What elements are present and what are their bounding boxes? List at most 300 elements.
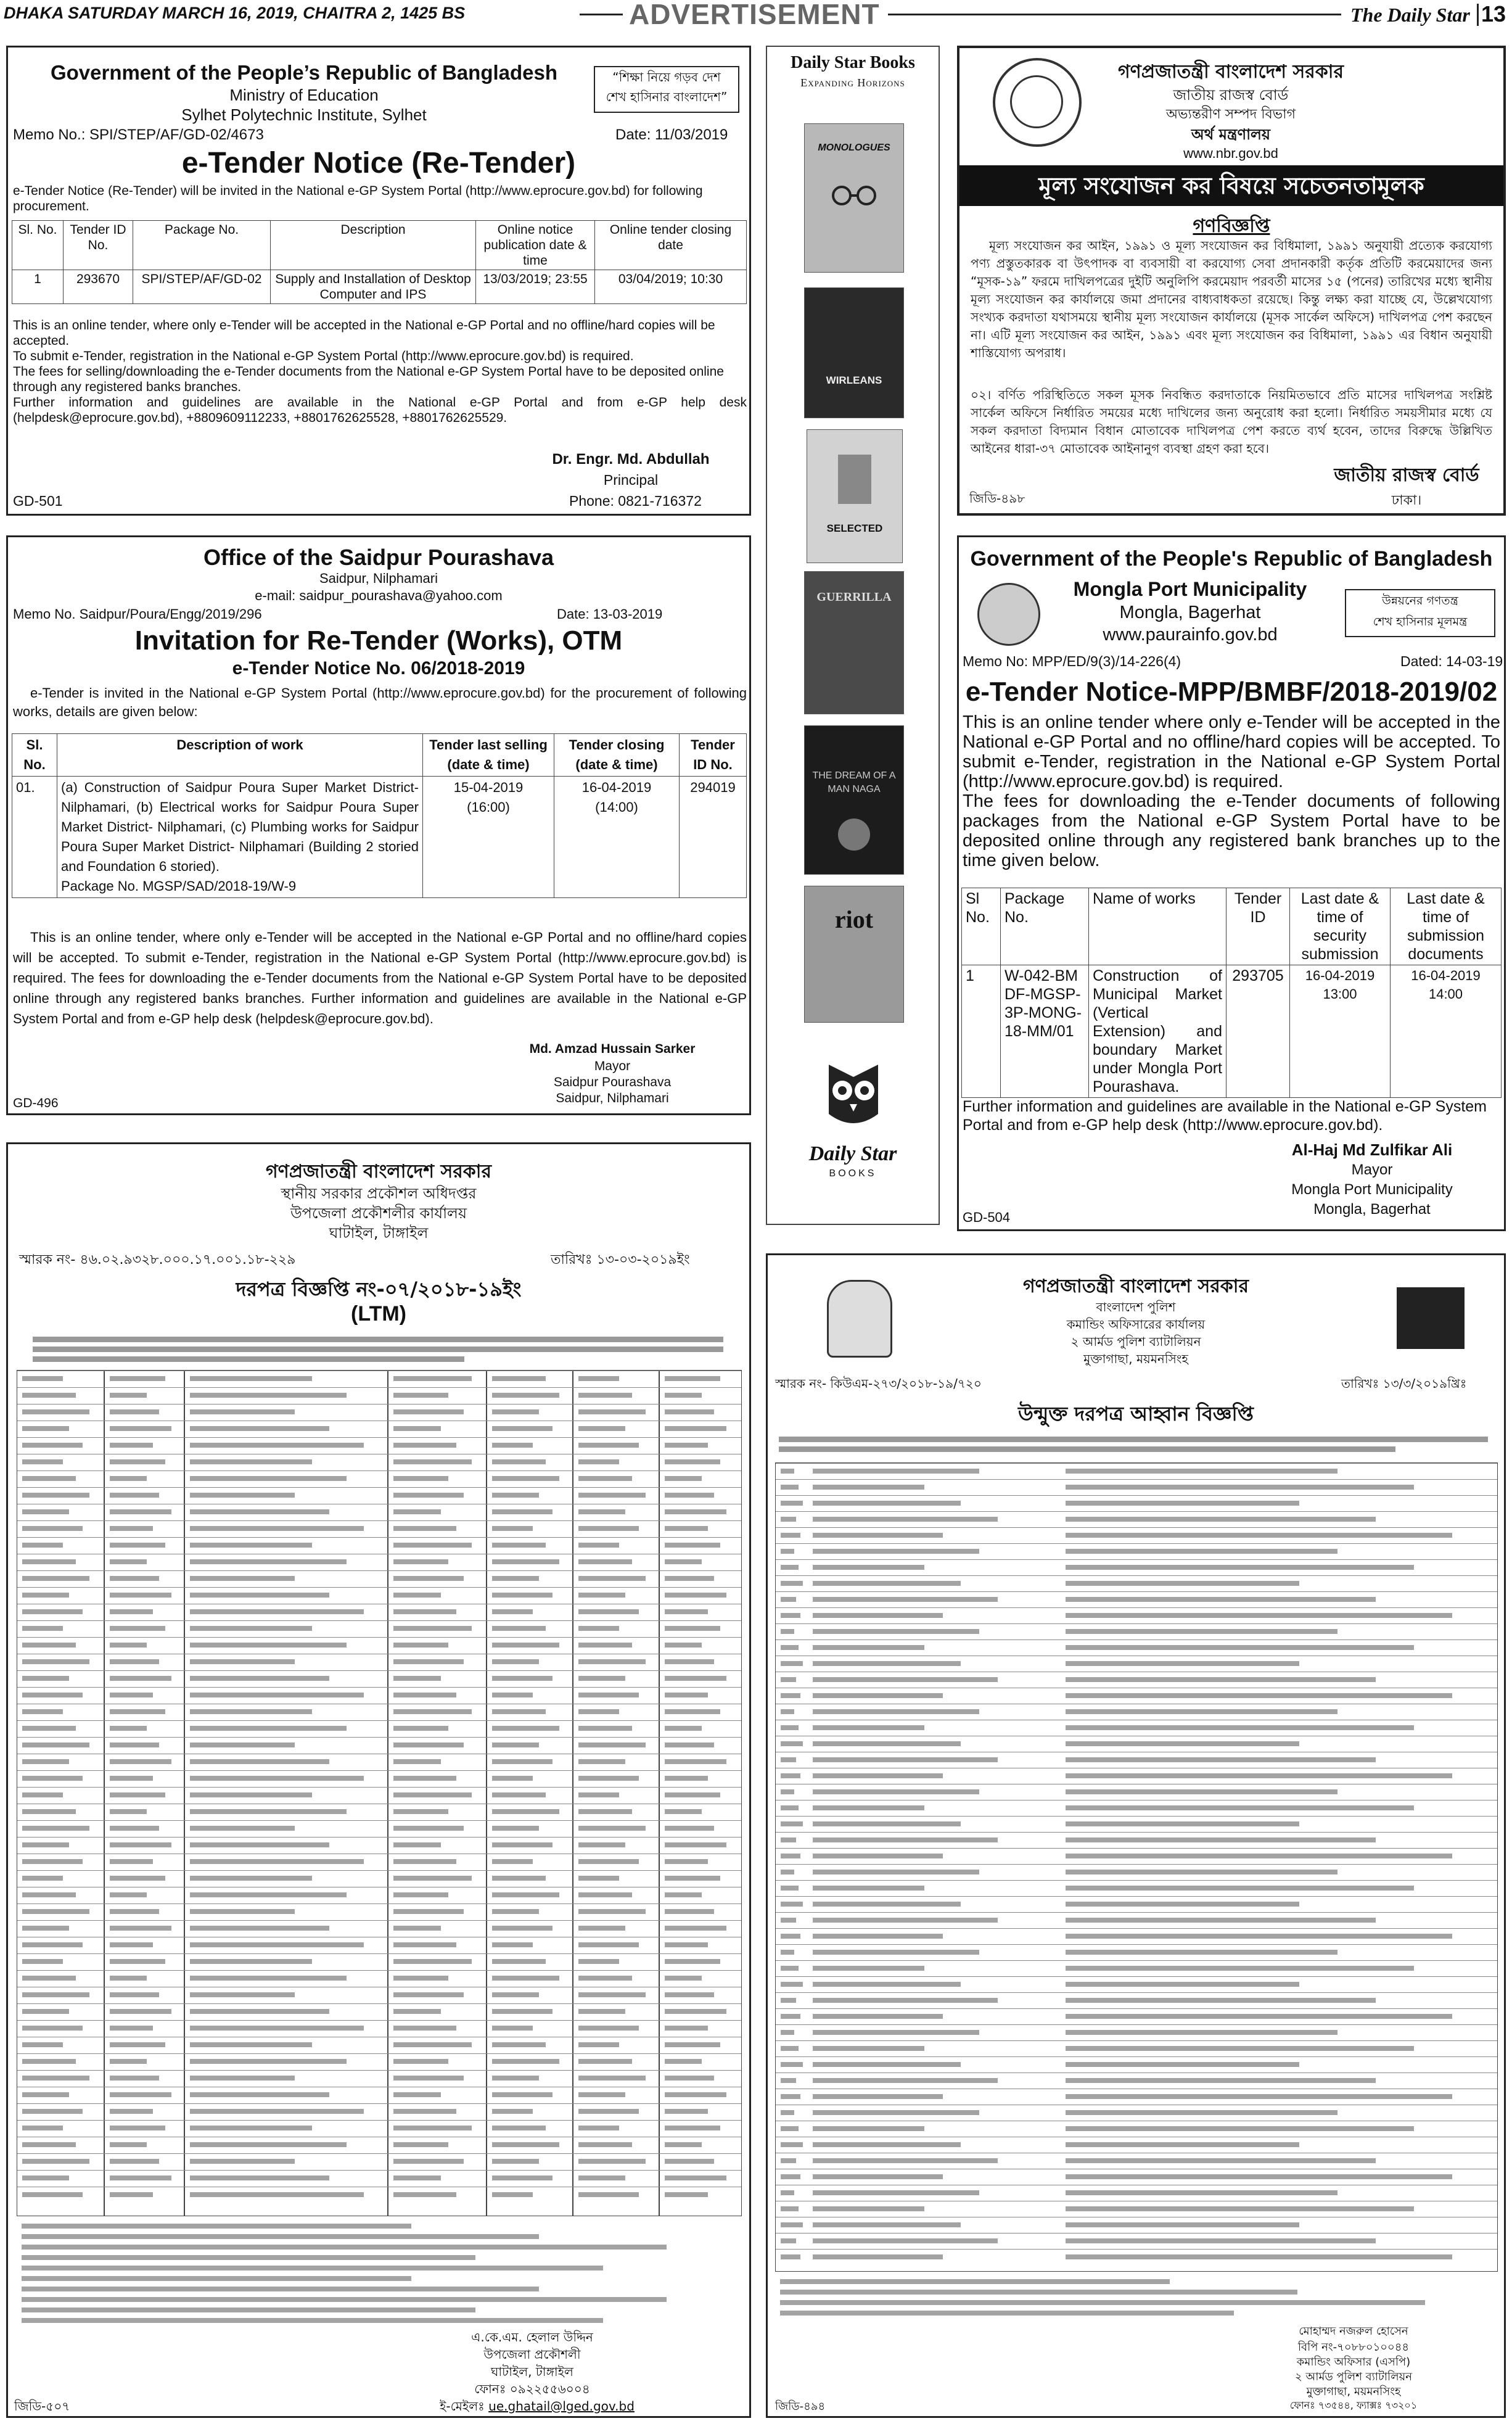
text-line — [578, 2142, 632, 2147]
text-line — [110, 1626, 165, 1631]
text-line — [393, 1376, 472, 1381]
ad6-sign-title: কমান্ডিং অফিসার (এসপি) — [1296, 2356, 1411, 2369]
text-line — [190, 1926, 329, 1931]
text-line — [492, 1576, 539, 1581]
text-line — [190, 1509, 329, 1514]
text-line — [190, 2009, 329, 2014]
text-line — [781, 1565, 799, 1570]
ad3-board: জাতীয় রাজস্ব বোর্ড — [1173, 86, 1289, 104]
text-line — [813, 1998, 998, 2003]
text-line — [492, 2192, 533, 2197]
text-line — [190, 2192, 364, 2197]
ad4-th-docs: Last date & time of submission documents — [1391, 888, 1502, 965]
text-line — [665, 1476, 702, 1481]
text-line — [110, 1376, 165, 1381]
ad2-th-desc: Description of work — [57, 734, 423, 777]
text-line — [781, 2014, 800, 2019]
text-line — [779, 1437, 1488, 1442]
text-line — [1066, 1677, 1376, 1682]
ad4-sign-title: Mayor — [1351, 1161, 1393, 1178]
ad6-sign-name: মোহাম্মদ নজরুল হোসেন — [1299, 2325, 1408, 2338]
text-line — [393, 1459, 472, 1464]
ad1-gd: GD-501 — [13, 493, 63, 509]
text-line — [781, 1966, 799, 1971]
ad5-rows — [17, 1371, 741, 2216]
text-line — [813, 2078, 998, 2083]
text-line — [813, 1501, 961, 1506]
text-line — [393, 1576, 464, 1581]
text-line — [665, 1526, 708, 1531]
ad1-ministry: Ministry of Education — [229, 86, 379, 104]
text-line — [813, 1693, 943, 1698]
text-line — [1066, 1886, 1414, 1891]
text-line — [492, 1459, 546, 1464]
text-line — [22, 2308, 475, 2312]
text-line — [781, 1789, 794, 1794]
text-line — [781, 1469, 794, 1474]
text-line — [578, 1509, 625, 1514]
text-line — [781, 1613, 800, 1618]
ad2-subtitle: e-Tender Notice No. 06/2018-2019 — [232, 658, 525, 678]
text-line — [665, 1609, 708, 1614]
book-cover-3-art — [838, 455, 871, 504]
text-line — [22, 1409, 89, 1414]
ad3-body2: ০২। বর্ণিত পরিস্থিতিতে সকল মূসক নিবন্ধিত করদাতাকে নিয়মিতভাবে প্রতি মাসের দাখিলপত্র সংশ্লিষ্ট সার্কেল অফিসে নির্ধারিত সময়ের মধ্যে দাখিলের জন্য অনুরোধ করা হলো। নির্ধারিত সময়সীমার মধ্যে যে সকল করদাতা বিদ্যমান বিধান মোতাবেক দাখিলপত্র পেশ করতে ব্যর্থ হবেন, তাদের বিরুদ্ধে উল্লিখিত আইনের ধারা-৩৭ মোতাবেক আইনানুগ ব্যবস্থা গ্রহণ করা হবে। — [971, 387, 1492, 456]
text-line — [665, 2159, 714, 2164]
text-line — [665, 1593, 726, 1598]
text-line — [1066, 2254, 1452, 2259]
text-line — [578, 2092, 625, 2097]
ad-daily-star-books — [766, 46, 940, 1225]
text-line — [492, 1443, 533, 1448]
ad2-sign-org: Saidpur Pourashava — [553, 1075, 672, 1089]
text-line — [1066, 1966, 1414, 1971]
ad2-sign-place: Saidpur, Nilphamari — [556, 1091, 669, 1105]
text-line — [813, 1645, 924, 1650]
text-line — [110, 1959, 165, 1964]
text-line — [110, 2059, 147, 2064]
ad4-gd: GD-504 — [963, 1210, 1011, 1225]
nbr-seal-inner — [1010, 75, 1063, 128]
text-line — [813, 1549, 979, 1554]
ad4-cell-id: 293705 — [1226, 965, 1290, 1098]
text-line — [578, 2026, 639, 2031]
text-line — [813, 2174, 943, 2179]
text-line — [781, 1934, 800, 1939]
text-line — [578, 1476, 632, 1481]
text-line — [492, 1626, 546, 1631]
text-line — [665, 1376, 720, 1381]
text-line — [1066, 1837, 1376, 1842]
text-line — [492, 1559, 559, 1564]
ad2-sign-name: Md. Amzad Hussain Sarker — [529, 1042, 696, 1056]
text-line — [665, 1759, 726, 1764]
text-line — [393, 2076, 464, 2081]
text-line — [22, 2176, 69, 2180]
text-line — [22, 1626, 63, 1631]
text-line — [665, 1959, 720, 1964]
text-line — [665, 1509, 726, 1514]
text-line — [190, 2126, 312, 2130]
ad1-table-header — [12, 221, 747, 270]
text-line — [1066, 2158, 1376, 2163]
ad1-th-close: Online tender closing date — [595, 221, 747, 270]
text-line — [578, 1809, 632, 1814]
text-line — [813, 2190, 979, 2195]
text-line — [813, 2158, 998, 2163]
ad-lged-ghatail-tender — [6, 1142, 751, 2418]
text-line — [1066, 1469, 1337, 1474]
ad2-cell-id: 294019 — [680, 777, 747, 898]
text-line — [393, 1859, 456, 1864]
text-line — [813, 1741, 961, 1746]
text-line — [665, 1992, 714, 1997]
text-line — [393, 2159, 464, 2164]
text-line — [781, 2174, 800, 2179]
text-line — [190, 1942, 364, 1947]
ad4-slogan-line2: শেখ হাসিনার মূলমন্ত্র — [1373, 615, 1468, 629]
text-line — [665, 1409, 714, 1414]
text-line — [578, 2126, 619, 2130]
text-line — [492, 1909, 539, 1914]
ad4-th-pkg: Package No. — [1001, 888, 1089, 965]
text-line — [813, 1886, 924, 1891]
text-line — [780, 2311, 1234, 2316]
header-rule-right — [888, 14, 1341, 15]
ad1-p1: This is an online tender, where only e-Tender will be accepted in the National e-GP Portal and no offline/hard copies will be accepted. — [13, 318, 715, 348]
text-line — [665, 1576, 714, 1581]
text-line — [22, 2142, 76, 2147]
text-line — [393, 1509, 441, 1514]
text-line — [393, 1409, 464, 1414]
text-line — [813, 2222, 961, 2227]
header-section: ADVERTISEMENT — [629, 0, 880, 30]
text-line — [781, 1549, 794, 1554]
text-line — [813, 1629, 979, 1634]
text-line — [110, 1992, 159, 1997]
ad1-p3: The fees for selling/downloading the e-Tender documents from the National e-GP System Portal have to be deposited online through any registered banks branches. — [13, 365, 724, 394]
text-line — [813, 1821, 961, 1826]
text-line — [665, 1726, 702, 1731]
text-line — [110, 1942, 153, 1947]
text-line — [665, 2026, 708, 2031]
text-line — [110, 2076, 159, 2081]
text-line — [190, 1709, 312, 1714]
books-logo: Daily Star — [808, 1142, 897, 1165]
ad1-gov: Government of the People’s Republic of Bangladesh — [50, 61, 558, 84]
text-line — [578, 1976, 632, 1981]
book-cover-1-title: MONOLOGUES — [818, 142, 890, 153]
ad-armed-police-tender — [766, 1253, 1506, 2418]
text-line — [492, 1426, 553, 1431]
text-line — [190, 1842, 329, 1847]
text-line — [665, 1876, 720, 1881]
text-line — [813, 1565, 924, 1570]
ad3-gov: গণপ্রজাতন্ত্রী বাংলাদেশ সরকার — [1118, 61, 1344, 83]
text-line — [578, 1526, 639, 1531]
text-line — [1066, 2190, 1337, 2195]
text-line — [492, 2076, 539, 2081]
text-line — [492, 1676, 553, 1681]
text-line — [665, 1643, 702, 1648]
text-line — [781, 1741, 803, 1746]
text-line — [492, 1776, 533, 1781]
text-line — [110, 1643, 147, 1648]
text-line — [781, 2142, 803, 2147]
text-line — [781, 2078, 796, 2083]
text-line — [813, 2254, 943, 2259]
owl-logo-icon — [816, 1058, 890, 1132]
text-line — [781, 2206, 799, 2211]
text-line — [33, 1337, 723, 1342]
text-line — [781, 1821, 803, 1826]
text-line — [110, 1526, 153, 1531]
ad5-works-table — [17, 1370, 742, 2216]
text-line — [22, 1809, 76, 1814]
text-line — [578, 1543, 619, 1548]
ad3-banner: মূল্য সংযোজন কর বিষয়ে সচেতনতামূলক — [959, 165, 1503, 206]
header-rule-left — [580, 14, 623, 15]
books-tagline: Expanding Horizons — [800, 76, 905, 89]
text-line — [22, 1976, 76, 1981]
text-line — [813, 1581, 961, 1586]
text-line — [22, 1909, 89, 1914]
text-line — [665, 2192, 708, 2197]
ad1-p2: To submit e-Tender, registration in the National e-GP System Portal (http://www.eprocure.gov.bd) is required. — [13, 349, 634, 363]
ad5-email[interactable]: ue.ghatail@lged.gov.bd — [488, 2399, 635, 2414]
ad4-slogan — [1345, 589, 1495, 637]
text-line — [22, 2255, 475, 2260]
text-line — [781, 1950, 794, 1955]
text-line — [1066, 1805, 1414, 1810]
text-line — [190, 2109, 364, 2114]
text-line — [22, 1609, 83, 1614]
text-line — [110, 1976, 147, 1981]
text-line — [578, 1792, 619, 1797]
text-line — [813, 1773, 943, 1778]
text-line — [110, 1459, 165, 1464]
text-line — [22, 1543, 63, 1548]
text-line — [813, 2062, 961, 2067]
text-line — [1066, 2222, 1299, 2227]
text-line — [22, 1643, 76, 1648]
text-line — [665, 1892, 702, 1897]
text-line — [110, 1593, 171, 1598]
text-line — [393, 1809, 448, 1814]
text-line — [393, 2092, 441, 2097]
text-line — [22, 1693, 83, 1697]
text-line — [110, 1859, 153, 1864]
ad4-table-header — [962, 888, 1502, 965]
text-line — [665, 1559, 702, 1564]
text-line — [813, 2046, 924, 2051]
ad1-slogan — [594, 66, 739, 113]
text-line — [813, 1533, 943, 1538]
ad3-web: www.nbr.gov.bd — [1183, 146, 1278, 161]
ad4-gov: Government of the People's Republic of Bangladesh — [970, 547, 1493, 571]
text-line — [578, 2192, 639, 2197]
text-line — [1066, 2110, 1337, 2115]
text-line — [22, 2126, 63, 2130]
text-line — [813, 1854, 943, 1858]
book-cover-5 — [804, 725, 904, 875]
text-line — [110, 1726, 147, 1731]
text-line — [22, 1992, 89, 1997]
text-line — [665, 2176, 726, 2180]
ad6-phone: ফোনঃ ৭৩৫৪৪, ফ্যাক্সঃ ৭৩২০১ — [1289, 2399, 1418, 2411]
text-line — [578, 1409, 646, 1414]
ad2-th-id: Tender ID No. — [680, 734, 747, 777]
text-line — [813, 1517, 998, 1522]
header-divider — [1477, 4, 1479, 26]
text-line — [190, 1559, 347, 1564]
text-line — [110, 1892, 147, 1897]
ad2-th-sell: Tender last selling (date & time) — [423, 734, 554, 777]
ad2-close-time: (14:00) — [595, 799, 638, 815]
text-line — [665, 1393, 702, 1398]
ad5-sign-title: উপজেলা প্রকৌশলী — [483, 2347, 581, 2362]
text-line — [492, 1942, 533, 1947]
ad1-phone: Phone: 0821-716372 — [569, 493, 702, 509]
ad4-further: Further information and guidelines are available in the National e-GP System Portal and from e-GP help desk (http://www.eprocure.gov.bd). — [963, 1098, 1487, 1134]
book-cover-3 — [807, 429, 903, 563]
text-line — [781, 1805, 799, 1810]
text-line — [665, 2142, 702, 2147]
text-line — [578, 1643, 632, 1648]
text-line — [22, 2245, 667, 2250]
ad1-th-id: Tender ID No. — [64, 221, 133, 270]
ad1-th-desc: Description — [271, 221, 476, 270]
ad2-sell-date: 15-04-2019 — [453, 780, 524, 795]
text-line — [393, 1959, 472, 1964]
text-line — [665, 1743, 714, 1747]
text-line — [779, 1446, 1395, 1452]
text-line — [1066, 1741, 1299, 1746]
ad5-date: তারিখঃ ১৩-০৩-২০১৯ইং — [551, 1252, 690, 1268]
text-line — [393, 1709, 472, 1714]
books-title: Daily Star Books — [791, 53, 915, 72]
ad1-slogan-line1: “শিক্ষা নিয়ে গড়ব দেশ — [612, 70, 721, 85]
ad1-title: e-Tender Notice (Re-Tender) — [181, 147, 576, 179]
text-line — [190, 1959, 312, 1964]
text-line — [813, 2238, 998, 2243]
text-line — [110, 2092, 171, 2097]
ad5-sign-name: এ.কে.এম. হেলাল উদ্দিন — [471, 2330, 593, 2345]
text-line — [813, 1902, 961, 1907]
text-line — [393, 1676, 441, 1681]
ad4-slogan-line1: উন্নয়নের গণতন্ত্র — [1382, 594, 1458, 608]
text-line — [578, 1426, 625, 1431]
ad2-cell-sell — [423, 777, 554, 898]
text-line — [190, 1976, 347, 1981]
text-line — [578, 1909, 646, 1914]
text-line — [578, 1493, 646, 1498]
text-line — [578, 1776, 639, 1781]
text-line — [1066, 1645, 1414, 1650]
text-line — [578, 1576, 646, 1581]
text-line — [578, 1942, 639, 1947]
ad6-unit: ২ আর্মড পুলিশ ব্যাটালিয়ন — [1070, 1334, 1201, 1349]
text-line — [110, 1676, 171, 1681]
ad1-cell-close: 03/04/2019; 10:30 — [595, 270, 747, 304]
text-line — [781, 1629, 794, 1634]
page-header — [0, 0, 1512, 31]
text-line — [190, 1676, 329, 1681]
ad5-gd: জিডি-৫০৭ — [14, 2399, 70, 2414]
text-line — [781, 1982, 803, 1987]
text-line — [492, 2142, 559, 2147]
text-line — [781, 1870, 794, 1875]
text-line — [1066, 2094, 1452, 2099]
ad1-date: Date: 11/03/2019 — [615, 126, 728, 143]
text-line — [665, 2059, 702, 2064]
ad2-gd: GD-496 — [13, 1096, 59, 1110]
text-line — [110, 1659, 159, 1664]
text-line — [813, 1950, 979, 1955]
text-line — [492, 1876, 546, 1881]
ad6-office: কমান্ডিং অফিসারের কার্যালয় — [1066, 1317, 1206, 1332]
text-line — [492, 2092, 553, 2097]
ad-sylhet-polytechnic — [6, 46, 751, 516]
text-line — [578, 1609, 639, 1614]
text-line — [22, 1743, 89, 1747]
ad2-sell-time: (16:00) — [467, 799, 510, 815]
text-line — [1066, 2174, 1452, 2179]
text-line — [781, 1581, 803, 1586]
text-line — [578, 1826, 646, 1831]
text-line — [781, 2126, 799, 2131]
text-line — [781, 2046, 799, 2051]
text-line — [190, 1826, 295, 1831]
text-line — [781, 2030, 794, 2035]
text-line — [22, 2009, 69, 2014]
text-line — [190, 1593, 329, 1598]
text-line — [492, 2159, 539, 2164]
text-line — [110, 1709, 165, 1714]
text-line — [190, 1476, 347, 1481]
ad2-th-sl: Sl. No. — [12, 734, 57, 777]
text-line — [22, 2297, 667, 2302]
text-line — [110, 2192, 153, 2197]
text-line — [393, 1826, 464, 1831]
text-line — [492, 1609, 533, 1614]
ad1-sign-name: Dr. Engr. Md. Abdullah — [552, 451, 710, 468]
text-line — [578, 2042, 619, 2047]
text-line — [780, 2300, 1425, 2305]
text-line — [110, 2026, 153, 2031]
text-line — [393, 1593, 441, 1598]
text-line — [578, 2159, 646, 2164]
text-line — [110, 1826, 159, 1831]
ad2-cell-sl: 01. — [12, 777, 57, 898]
text-line — [393, 2142, 448, 2147]
text-line — [813, 1757, 998, 1762]
ad2-body: This is an online tender, where only e-Tender will be accepted in the National e-GP Portal and no offline/hard copies will be accepted. To submit e-Tender, registration in the National e-GP System Portal (http://www.eprocure.gov.bd) is required. The fees for downloading the e-Tender documents from the National e-GP System Portal have to be deposited online through any registered banks branches. Further information and guidelines are available in the National e-GP System Portal and from e-GP help desk (helpdesk@eprocure.gov.bd). — [13, 930, 747, 1026]
text-line — [813, 1469, 979, 1474]
ad4-memo: Memo No: MPP/ED/9(3)/14-226(4) — [963, 653, 1181, 669]
text-line — [190, 1693, 364, 1697]
text-line — [781, 1485, 799, 1490]
ad4-place: Mongla, Bagerhat — [1119, 603, 1261, 622]
text-line — [110, 1792, 165, 1797]
text-line — [393, 2109, 456, 2114]
text-line — [110, 1559, 147, 1564]
text-line — [781, 1902, 803, 1907]
text-line — [578, 1992, 646, 1997]
text-line — [190, 1726, 347, 1731]
text-line — [813, 1613, 943, 1618]
text-line — [22, 1859, 83, 1864]
